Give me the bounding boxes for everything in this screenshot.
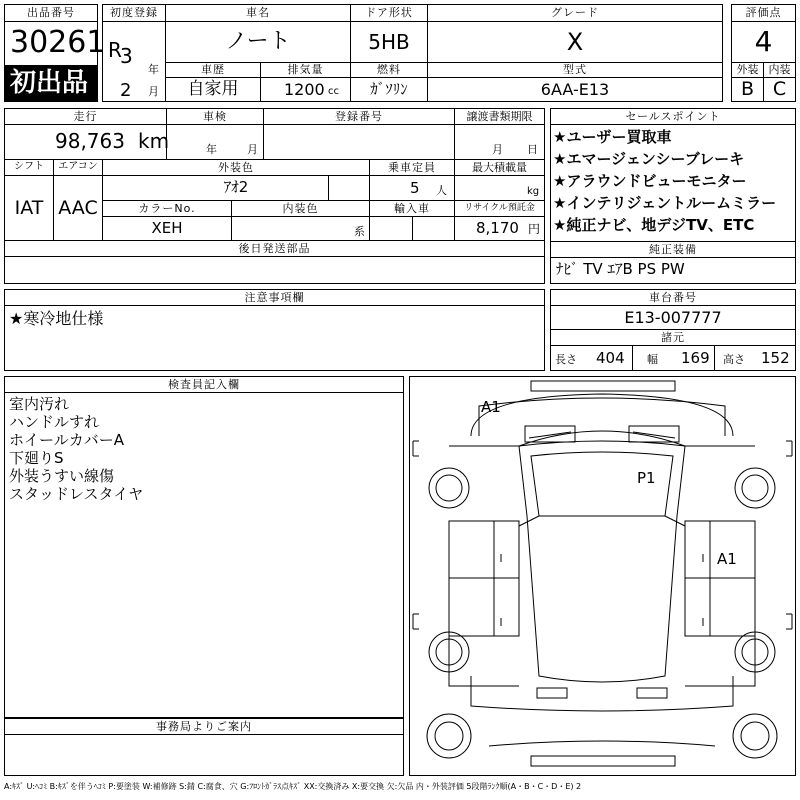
length-label: 長さ xyxy=(555,353,577,366)
equipment-value: ﾅﾋﾞ TV ｴｱB PS PW xyxy=(556,260,685,278)
chassis-label: 車台番号 xyxy=(649,291,697,304)
inspection-year-unit: 年 xyxy=(206,143,217,156)
mileage-unit: km xyxy=(138,129,170,153)
import-divider xyxy=(412,216,413,241)
ac: AAC xyxy=(58,197,98,219)
inspection-label: 車検 xyxy=(203,110,227,123)
first-listing-text: 初出品 xyxy=(10,68,89,98)
ext-color-label: 外装色 xyxy=(218,161,254,174)
score: 4 xyxy=(754,25,773,58)
reg-month: 2 xyxy=(120,80,132,101)
inspector-line: ハンドルすれ xyxy=(9,413,100,431)
dims-cell xyxy=(550,345,796,371)
mileage: 98,763 xyxy=(55,129,125,153)
later-parts-label: 後日発送部品 xyxy=(238,242,311,255)
capacity: 5 xyxy=(410,179,420,197)
office-label: 事務局よりご案内 xyxy=(156,720,252,733)
score-label: 評価点 xyxy=(745,6,782,19)
legend: A:ｷｽﾞ U:ﾍｺﾐ B:ｷｽﾞを伴うﾍｺﾐ P:要塗装 W:補修跡 S:錆 C:腐食、穴 G:ﾌﾛﾝﾄｶﾞﾗｽ点ｷｽﾞ XX:交換済み X:要交換 欠:欠品 内・外装評価 5段階ﾗﾝｸ順(A・B・C・D・E) 2 xyxy=(4,782,582,791)
reg-year: 3 xyxy=(120,44,133,68)
color-no-label: カラーNo. xyxy=(138,202,196,215)
transfer-label: 譲渡書類期限 xyxy=(466,110,533,123)
ac-label: エアコン xyxy=(58,161,98,172)
sales-point-2: ★エマージェンシーブレーキ xyxy=(553,150,745,168)
exterior-grade: B xyxy=(740,78,755,100)
recycle-label: リサイクル預託金 xyxy=(464,203,535,213)
damage-mark-front: A1 xyxy=(481,398,501,416)
inspector-label: 検査員記入欄 xyxy=(168,378,240,391)
mileage-label: 走行 xyxy=(73,110,98,123)
sales-point-1: ★ユーザー買取車 xyxy=(553,128,672,146)
displacement: 1200 xyxy=(284,80,325,99)
model-code: 6AA-E13 xyxy=(540,80,610,99)
month-unit: 月 xyxy=(148,85,159,98)
grade-label: グレード xyxy=(551,6,599,19)
notes-label: 注意事項欄 xyxy=(244,291,305,304)
inspection-month-unit: 月 xyxy=(247,143,258,156)
lot-number: 30261 xyxy=(10,25,106,60)
dims-divider-2 xyxy=(714,345,715,371)
color-no: XEH xyxy=(151,219,183,237)
door-type: 5HB xyxy=(368,30,410,54)
recycle: 8,170 xyxy=(476,219,519,237)
load-unit: kg xyxy=(527,186,540,197)
door-label: ドア形状 xyxy=(365,6,413,19)
lot-label: 出品番号 xyxy=(27,6,75,19)
reg-number-cell xyxy=(263,124,455,160)
length: 404 xyxy=(596,349,625,367)
notes-text: ★寒冷地仕様 xyxy=(9,309,104,328)
sales-point-3: ★アラウンドビューモニター xyxy=(553,172,747,190)
dims-label: 諸元 xyxy=(661,331,685,344)
sales-point-4: ★インテリジェントルームミラー xyxy=(553,194,777,212)
width-label: 幅 xyxy=(647,353,658,366)
shift-label: シフト xyxy=(14,161,44,172)
capacity-label: 乗車定員 xyxy=(388,161,436,174)
sales-point-5: ★純正ナビ、地デジTV、ETC xyxy=(553,216,755,234)
inspector-line: スタッドレスタイヤ xyxy=(9,485,144,503)
int-color-unit: 系 xyxy=(354,225,365,238)
equipment-label: 純正装備 xyxy=(649,243,697,256)
inspector-line: 下廻りS xyxy=(9,449,64,467)
inspector-line: 外装うすい線傷 xyxy=(9,467,115,485)
sales-points-label: セールスポイント xyxy=(625,110,721,123)
int-color-cell xyxy=(231,216,370,241)
height-label: 高さ xyxy=(723,353,745,366)
int-color-label: 内装色 xyxy=(282,202,319,215)
exterior-label: 外装 xyxy=(736,63,759,76)
load-label: 最大積載量 xyxy=(472,161,527,174)
car-name-label: 車名 xyxy=(246,6,270,19)
inspector-line: ホイールカバーA xyxy=(9,431,124,449)
later-parts-cell xyxy=(4,256,545,284)
reg-number-label: 登録番号 xyxy=(335,110,383,123)
width: 169 xyxy=(681,349,710,367)
interior-label: 内装 xyxy=(768,63,791,76)
shift: IAT xyxy=(14,197,44,219)
import-label: 輸入車 xyxy=(394,202,430,215)
capacity-unit: 人 xyxy=(436,184,447,197)
model-code-label: 型式 xyxy=(563,63,587,76)
ext-color-divider xyxy=(328,175,329,201)
year-unit: 年 xyxy=(148,63,159,76)
damage-mark-roof: P1 xyxy=(637,469,656,487)
car-name: ノート xyxy=(225,29,291,54)
recycle-unit: 円 xyxy=(528,222,541,236)
damage-mark-right-side: A1 xyxy=(717,550,737,568)
transfer-day-unit: 日 xyxy=(527,143,538,156)
office-cell xyxy=(4,734,404,776)
car-diagram xyxy=(409,376,796,776)
grade: X xyxy=(566,28,584,56)
inspector-line: 室内汚れ xyxy=(9,395,70,413)
fuel: ｶﾞｿﾘﾝ xyxy=(370,80,408,98)
chassis-value: E13-007777 xyxy=(624,308,722,327)
ext-color: ｱｵ2 xyxy=(223,178,249,196)
fuel-label: 燃料 xyxy=(377,63,401,76)
interior-grade: C xyxy=(772,78,787,100)
history: 自家用 xyxy=(187,79,239,99)
height: 152 xyxy=(761,349,790,367)
dims-divider-1 xyxy=(632,345,633,371)
history-label: 車歴 xyxy=(201,63,225,76)
transfer-month-unit: 月 xyxy=(492,143,503,156)
displacement-unit: cc xyxy=(328,86,339,97)
first-reg-label: 初度登録 xyxy=(110,6,158,19)
era: R xyxy=(108,38,122,62)
displacement-label: 排気量 xyxy=(287,63,324,76)
